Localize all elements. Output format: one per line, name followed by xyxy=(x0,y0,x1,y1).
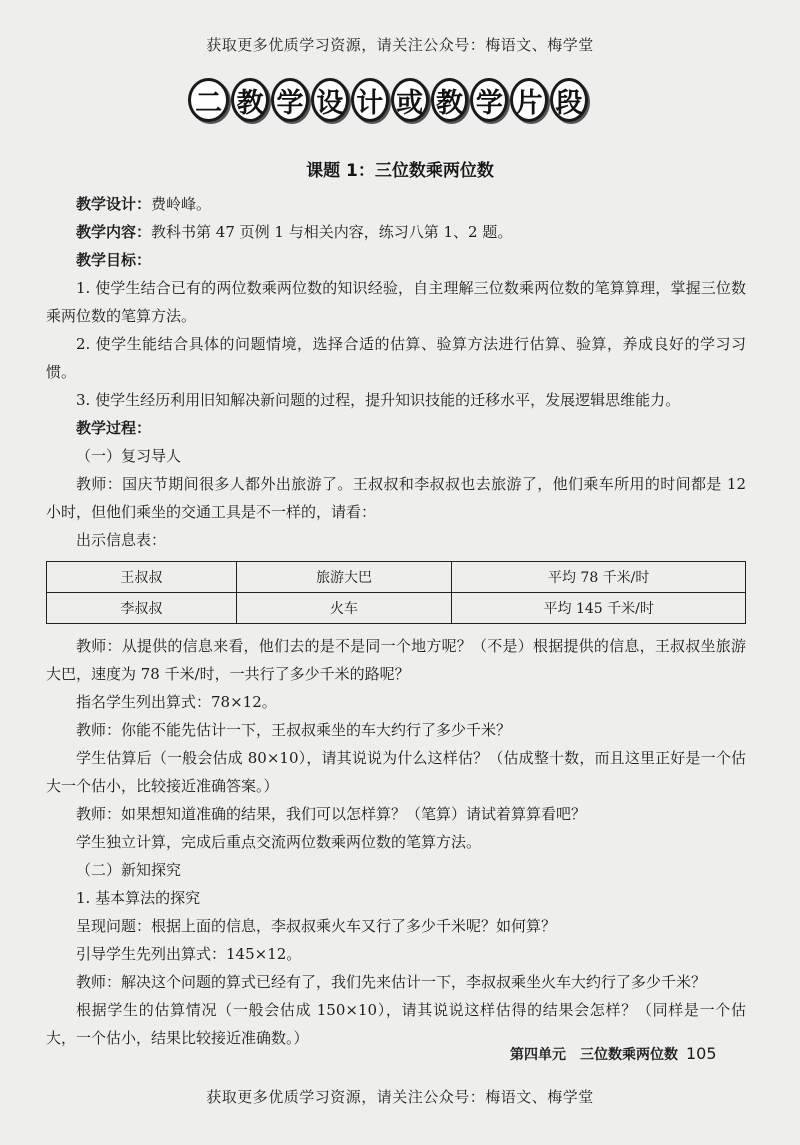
banner-char: 设 xyxy=(311,78,349,122)
banner-char: 二 xyxy=(188,78,229,122)
table-cell: 平均 78 千米/时 xyxy=(452,562,746,593)
design-value: 费岭峰。 xyxy=(151,195,212,213)
table-row xyxy=(47,562,746,593)
goal-item: 1. 使学生结合已有的两位数乘两位数的知识经验，自主理解三位数乘两位数的笔算算理，掌握三位数乘两位数的笔算方法。 xyxy=(46,279,746,325)
table-cell: 李叔叔 xyxy=(47,593,237,624)
banner-char: 学 xyxy=(271,78,309,122)
paragraph: 教师：你能不能先估计一下，王叔叔乘坐的车大约行了多少千米？ xyxy=(76,721,512,739)
design-label: 教学设计： xyxy=(76,195,152,213)
footer-unit: 第四单元 三位数乘两位数 xyxy=(510,1047,678,1063)
paragraph: 学生估算后（一般会估成 80×10），请其说说为什么这样估？（估成整十数，而且这里正好是一个估大一个估小，比较接近准确答案。） xyxy=(46,749,746,795)
info-table xyxy=(46,561,746,624)
banner-char: 教 xyxy=(231,78,269,122)
design-line xyxy=(46,190,746,218)
page-number: 105 xyxy=(686,1044,717,1063)
table-cell: 王叔叔 xyxy=(47,562,237,593)
paragraph: 出示信息表： xyxy=(76,531,167,549)
table-cell: 平均 145 千米/时 xyxy=(452,593,746,624)
content-line xyxy=(46,218,746,246)
paragraph: 教师：国庆节期间很多人都外出旅游了。王叔叔和李叔叔也去旅游了，他们乘车所用的时间都是 12 小时，但他们乘坐的交通工具是不一样的，请看： xyxy=(46,475,746,521)
watermark-top: 获取更多优质学习资源，请关注公众号：梅语文、梅学堂 xyxy=(206,36,594,54)
banner-char: 计 xyxy=(351,78,389,122)
page-footer xyxy=(510,1044,750,1064)
lesson-title: 课题 1：三位数乘两位数 xyxy=(306,161,494,181)
banner-char: 或 xyxy=(391,78,429,122)
watermark-bottom: 获取更多优质学习资源，请关注公众号：梅语文、梅学堂 xyxy=(206,1088,594,1106)
process-heading: 教学过程： xyxy=(76,419,152,437)
subsection-heading: 1. 基本算法的探究 xyxy=(76,889,201,907)
paragraph: 教师：如果想知道准确的结果，我们可以怎样算？（笔算）请试着算算看吧？ xyxy=(76,805,587,823)
content-label: 教学内容： xyxy=(76,223,152,241)
section-heading: （二）新知探究 xyxy=(76,861,182,879)
banner-char: 段 xyxy=(550,78,588,122)
lesson-body xyxy=(46,190,746,1052)
table-cell: 旅游大巴 xyxy=(236,562,452,593)
paragraph: 教师：解决这个问题的算式已经有了，我们先来估计一下，李叔叔乘坐火车大约行了多少千米？ xyxy=(76,973,707,991)
banner-char: 教 xyxy=(431,78,469,122)
paragraph: 根据学生的估算情况（一般会估成 150×10），请其说说这样估得的结果会怎样？（同样是一个估大，一个估小，结果比较接近准确数。） xyxy=(46,1001,746,1047)
paragraph: 学生独立计算，完成后重点交流两位数乘两位数的笔算方法。 xyxy=(76,833,482,851)
goal-item: 2. 使学生能结合具体的问题情境，选择合适的估算、验算方法进行估算、验算，养成良好的学习习惯。 xyxy=(46,335,746,381)
section-banner xyxy=(188,72,588,128)
banner-char: 学 xyxy=(470,78,508,122)
paragraph: 呈现问题：根据上面的信息，李叔叔乘火车又行了多少千米呢？如何算？ xyxy=(76,917,557,935)
goals-heading: 教学目标： xyxy=(76,251,152,269)
paragraph: 教师：从提供的信息来看，他们去的是不是同一个地方呢？（不是）根据提供的信息，王叔叔坐旅游大巴，速度为 78 千米/时，一共行了多少千米的路呢？ xyxy=(46,637,746,683)
goal-item: 3. 使学生经历利用旧知解决新问题的过程，提升知识技能的迁移水平，发展逻辑思维能力。 xyxy=(76,391,681,409)
paragraph: 引导学生先列出算式：145×12。 xyxy=(76,945,302,963)
content-value: 教科书第 47 页例 1 与相关内容，练习八第 1、2 题。 xyxy=(151,223,513,241)
section-heading: （一）复习导人 xyxy=(76,447,182,465)
table-row xyxy=(47,593,746,624)
banner-char: 片 xyxy=(510,78,548,122)
table-cell: 火车 xyxy=(236,593,452,624)
paragraph: 指名学生列出算式：78×12。 xyxy=(76,693,277,711)
